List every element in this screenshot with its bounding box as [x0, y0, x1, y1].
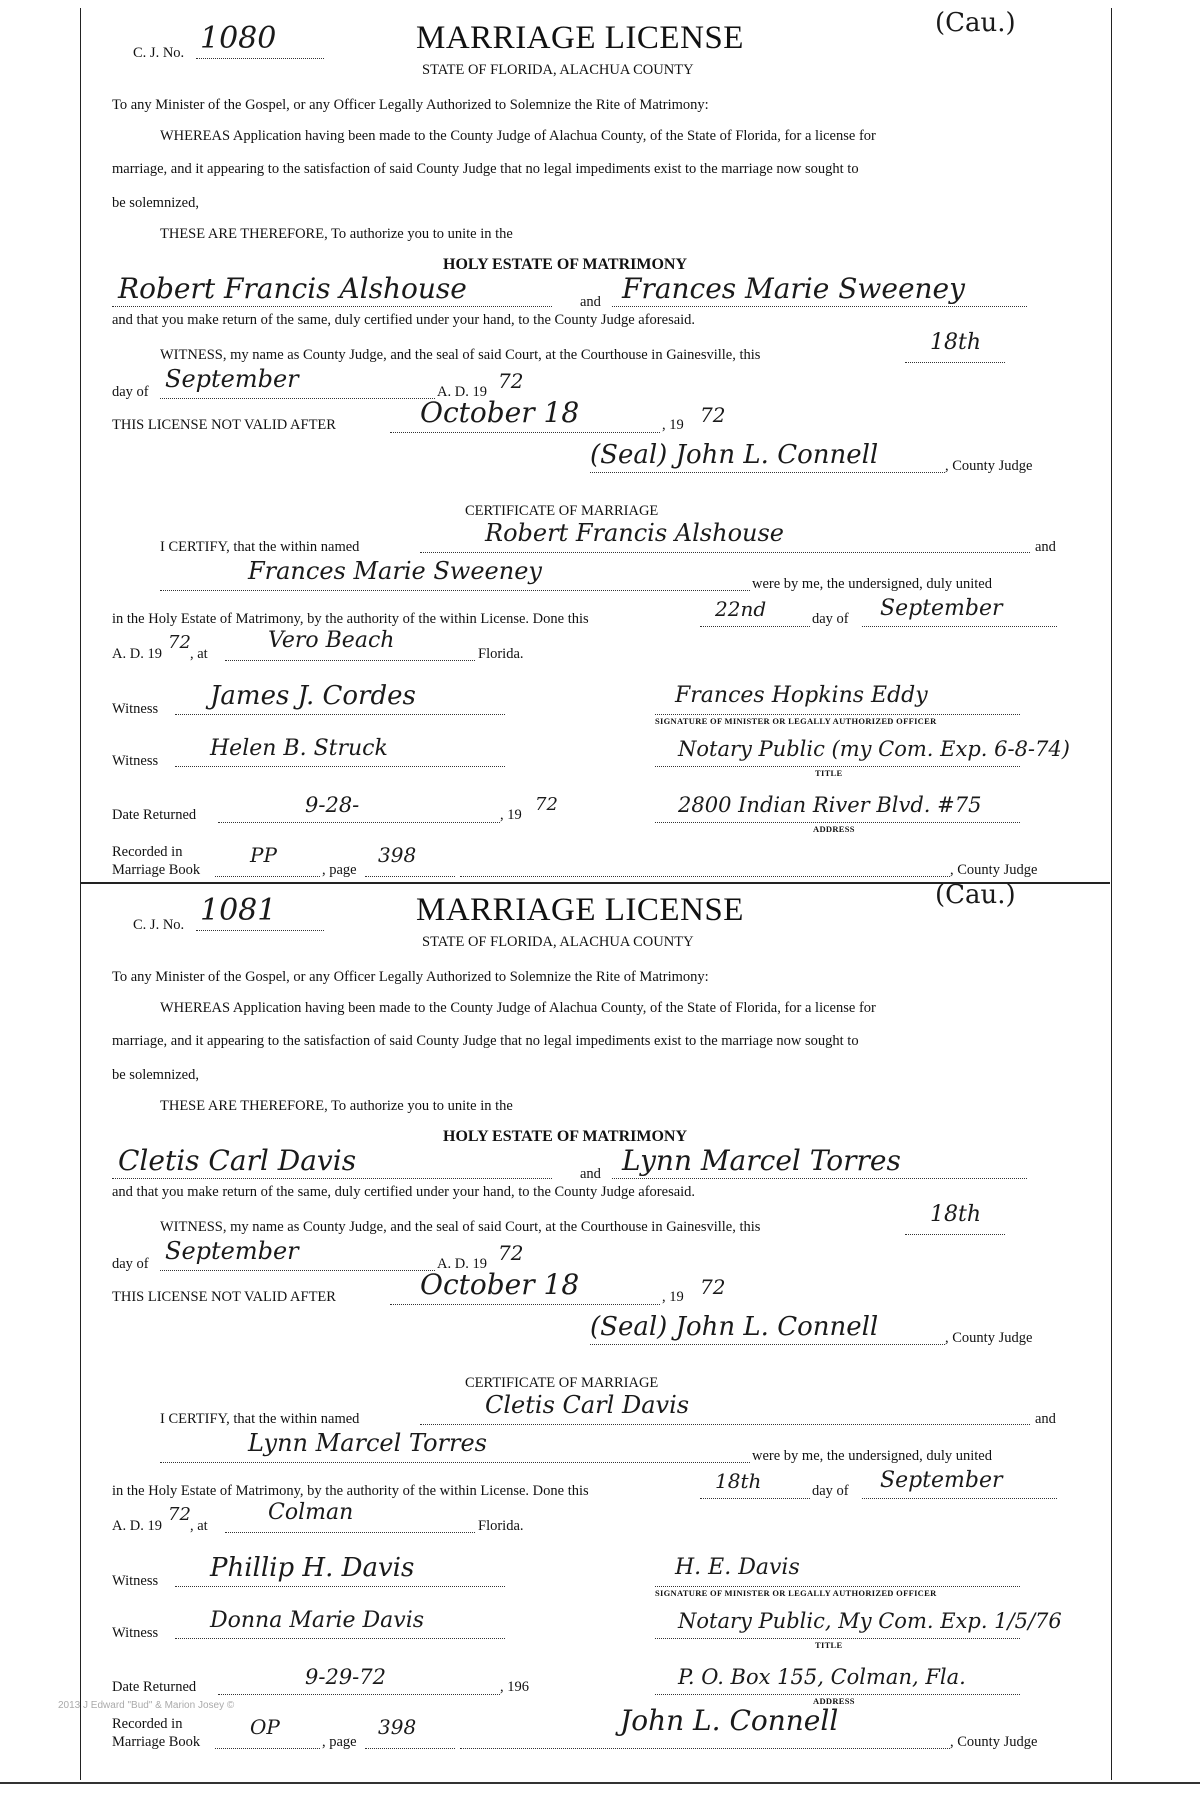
and-label: and: [580, 1166, 601, 1182]
fill-in-line: [175, 1586, 505, 1587]
page-label: , page: [322, 1734, 357, 1750]
fill-in-line: [160, 398, 435, 399]
florida-label: Florida.: [478, 646, 524, 662]
handwritten-note: (Cau.): [935, 8, 1016, 38]
license-title: MARRIAGE LICENSE: [416, 892, 744, 928]
bride-name: Lynn Marcel Torres: [622, 1144, 901, 1177]
at-label: , at: [190, 1518, 208, 1534]
cert-groom-name: Cletis Carl Davis: [485, 1391, 690, 1419]
certificate-title: CERTIFICATE OF MARRIAGE: [465, 1375, 659, 1391]
fill-in-line: [905, 362, 1005, 363]
not-valid-year-label: , 19: [662, 417, 684, 433]
cj-number-value: 1080: [200, 21, 277, 56]
witness-label: Witness: [112, 753, 159, 769]
witness-label: Witness: [112, 1573, 159, 1589]
marriage-book: PP: [250, 843, 277, 867]
copyright-footer: 2013 J Edward "Bud" & Marion Josey ©: [58, 1700, 235, 1711]
page-number: 398: [378, 843, 417, 867]
certificate-title: CERTIFICATE OF MARRIAGE: [465, 503, 659, 519]
fill-in-line: [175, 1638, 505, 1639]
not-valid-year: 72: [700, 403, 726, 427]
officer-address: 2800 Indian River Blvd. #75: [678, 793, 982, 817]
fill-in-line: [862, 626, 1057, 627]
witness-2-signature: Helen B. Struck: [210, 736, 388, 761]
whereas-text-3: be solemnized,: [112, 1067, 199, 1083]
marriage-place: Vero Beach: [268, 628, 395, 653]
fill-in-line: [160, 1270, 435, 1271]
fill-in-line: [390, 1304, 660, 1305]
salutation: To any Minister of the Gospel, or any Officer Legally Authorized to Solemnize the Rite of Matrimony:: [112, 969, 709, 985]
witness-text: WITNESS, my name as County Judge, and the seal of said Court, at the Courthouse in Gainesville, this: [160, 347, 761, 363]
fill-in-line: [460, 1748, 950, 1749]
officer-title: Notary Public, My Com. Exp. 1/5/76: [678, 1609, 1062, 1633]
page-label: , page: [322, 862, 357, 878]
fill-in-line: [390, 432, 660, 433]
holy-estate-text: in the Holy Estate of Matrimony, by the authority of the within License. Done this: [112, 611, 589, 627]
judge-signature: (Seal) John L. Connell: [590, 440, 879, 470]
fill-in-line: [215, 1748, 320, 1749]
date-returned-label: Date Returned: [112, 1679, 197, 1695]
not-valid-year-label: , 19: [662, 1289, 684, 1305]
title-label: TITLE: [815, 1640, 843, 1650]
return-instruction: and that you make return of the same, duly certified under your hand, to the County Judge aforesaid.: [112, 1184, 696, 1200]
ad-year: 72: [168, 1504, 191, 1525]
whereas-text-2: marriage, and it appearing to the satisfaction of said County Judge that no legal impediments exist to the marriage now sought to: [112, 161, 859, 177]
not-valid-label: THIS LICENSE NOT VALID AFTER: [112, 1289, 336, 1305]
returned-year: 72: [535, 794, 558, 815]
fill-in-line: [655, 766, 1020, 767]
return-instruction: and that you make return of the same, duly certified under your hand, to the County Judge aforesaid.: [112, 312, 696, 328]
marriage-book: OP: [250, 1715, 280, 1739]
county-judge-label: , County Judge: [945, 458, 1033, 474]
not-valid-label: THIS LICENSE NOT VALID AFTER: [112, 417, 336, 433]
ad-year: 72: [498, 369, 524, 393]
cert-bride-name: Lynn Marcel Torres: [248, 1429, 487, 1457]
returned-year-label: , 196: [500, 1679, 529, 1695]
recorded-in-label: Recorded in: [112, 844, 183, 860]
day-of-label: day of: [112, 384, 149, 400]
witness-label: Witness: [112, 701, 159, 717]
witness-day: 18th: [930, 1202, 982, 1227]
fill-in-line: [655, 1586, 1020, 1587]
cj-number-value: 1081: [200, 893, 277, 928]
fill-in-line: [175, 766, 505, 767]
fill-in-line: [365, 1748, 455, 1749]
officer-signature: Frances Hopkins Eddy: [675, 683, 928, 708]
state-county: STATE OF FLORIDA, ALACHUA COUNTY: [422, 62, 694, 78]
whereas-text-2: marriage, and it appearing to the satisfaction of said County Judge that no legal impediments exist to the marriage now sought to: [112, 1033, 859, 1049]
fill-in-line: [655, 714, 1020, 715]
fill-in-line: [365, 876, 455, 877]
not-valid-year: 72: [700, 1275, 726, 1299]
final-judge-signature: John L. Connell: [620, 1704, 839, 1737]
ad-label: A. D. 19: [112, 1518, 162, 1534]
fill-in-line: [655, 1638, 1020, 1639]
cj-number-label: C. J. No.: [133, 917, 185, 933]
fill-in-line: [655, 1694, 1020, 1695]
judge-signature: (Seal) John L. Connell: [590, 1312, 879, 1342]
marriage-book-label: Marriage Book: [112, 1734, 201, 1750]
witness-2-signature: Donna Marie Davis: [210, 1608, 425, 1633]
holy-estate-heading: HOLY ESTATE OF MATRIMONY: [443, 256, 688, 273]
fill-in-line: [196, 58, 324, 59]
ad-label: A. D. 19: [437, 1256, 487, 1272]
marriage-place: Colman: [268, 1500, 354, 1525]
fill-in-line: [420, 552, 1030, 553]
certify-text: I CERTIFY, that the within named: [160, 539, 360, 555]
officer-signature-label: SIGNATURE OF MINISTER OR LEGALLY AUTHORIZED OFFICER: [655, 1588, 937, 1598]
fill-in-line: [590, 1344, 945, 1345]
bottom-rule: [0, 1782, 1200, 1784]
fill-in-line: [612, 306, 1027, 307]
fill-in-line: [160, 590, 750, 591]
cert-and-label: and: [1035, 1411, 1056, 1427]
cert-and-label: and: [1035, 539, 1056, 555]
county-judge-label: , County Judge: [950, 862, 1038, 878]
day-of-label: day of: [812, 1483, 849, 1499]
done-month: September: [880, 596, 1003, 621]
marriage-book-label: Marriage Book: [112, 862, 201, 878]
fill-in-line: [700, 626, 810, 627]
witness-1-signature: James J. Cordes: [210, 681, 416, 711]
fill-in-line: [905, 1234, 1005, 1235]
witness-label: Witness: [112, 1625, 159, 1641]
cert-bride-name: Frances Marie Sweeney: [248, 557, 542, 585]
address-label: ADDRESS: [813, 1696, 855, 1706]
title-label: TITLE: [815, 768, 843, 778]
recorded-in-label: Recorded in: [112, 1716, 183, 1732]
salutation: To any Minister of the Gospel, or any Officer Legally Authorized to Solemnize the Rite of Matrimony:: [112, 97, 709, 113]
day-of-label: day of: [112, 1256, 149, 1272]
whereas-text-1: WHEREAS Application having been made to the County Judge of Alachua County, of the State of Florida, for a license for: [160, 1000, 876, 1016]
not-valid-date: October 18: [420, 396, 580, 429]
fill-in-line: [612, 1178, 1027, 1179]
fill-in-line: [215, 876, 320, 877]
fill-in-line: [655, 822, 1020, 823]
fill-in-line: [590, 472, 945, 473]
state-county: STATE OF FLORIDA, ALACHUA COUNTY: [422, 934, 694, 950]
fill-in-line: [700, 1498, 810, 1499]
certify-text: I CERTIFY, that the within named: [160, 1411, 360, 1427]
cj-number-label: C. J. No.: [133, 45, 185, 61]
address-label: ADDRESS: [813, 824, 855, 834]
officer-title: Notary Public (my Com. Exp. 6-8-74): [678, 737, 1070, 761]
and-label: and: [580, 294, 601, 310]
license-month: September: [165, 365, 299, 393]
duly-united-text: were by me, the undersigned, duly united: [752, 576, 992, 592]
fill-in-line: [112, 1178, 552, 1179]
witness-1-signature: Phillip H. Davis: [210, 1553, 415, 1583]
county-judge-label: , County Judge: [945, 1330, 1033, 1346]
fill-in-line: [218, 1694, 500, 1695]
not-valid-date: October 18: [420, 1268, 580, 1301]
fill-in-line: [225, 660, 475, 661]
fill-in-line: [175, 714, 505, 715]
license-month: September: [165, 1237, 299, 1265]
fill-in-line: [420, 1424, 1030, 1425]
license-title: MARRIAGE LICENSE: [416, 20, 744, 56]
cert-groom-name: Robert Francis Alshouse: [485, 519, 784, 547]
at-label: , at: [190, 646, 208, 662]
date-returned-label: Date Returned: [112, 807, 197, 823]
officer-signature: H. E. Davis: [675, 1555, 800, 1580]
officer-signature-label: SIGNATURE OF MINISTER OR LEGALLY AUTHORIZED OFFICER: [655, 716, 937, 726]
ad-year: 72: [498, 1241, 524, 1265]
witness-day: 18th: [930, 330, 982, 355]
fill-in-line: [460, 876, 950, 877]
groom-name: Cletis Carl Davis: [118, 1144, 357, 1177]
date-returned: 9-29-72: [305, 1665, 386, 1689]
florida-label: Florida.: [478, 1518, 524, 1534]
fill-in-line: [218, 822, 500, 823]
fill-in-line: [862, 1498, 1057, 1499]
done-month: September: [880, 1468, 1003, 1493]
groom-name: Robert Francis Alshouse: [118, 272, 467, 305]
ad-label: A. D. 19: [437, 384, 487, 400]
therefore-text: THESE ARE THEREFORE, To authorize you to unite in the: [160, 1098, 513, 1114]
whereas-text-1: WHEREAS Application having been made to the County Judge of Alachua County, of the State of Florida, for a license for: [160, 128, 876, 144]
fill-in-line: [160, 1462, 750, 1463]
therefore-text: THESE ARE THEREFORE, To authorize you to unite in the: [160, 226, 513, 242]
page-number: 398: [378, 1715, 417, 1739]
duly-united-text: were by me, the undersigned, duly united: [752, 1448, 992, 1464]
witness-text: WITNESS, my name as County Judge, and the seal of said Court, at the Courthouse in Gainesville, this: [160, 1219, 761, 1235]
ad-year: 72: [168, 632, 191, 653]
county-judge-label: , County Judge: [950, 1734, 1038, 1750]
done-day: 18th: [715, 1469, 762, 1493]
done-day: 22nd: [715, 597, 767, 621]
officer-address: P. O. Box 155, Colman, Fla.: [678, 1665, 966, 1689]
handwritten-note: (Cau.): [935, 880, 1016, 910]
holy-estate-heading: HOLY ESTATE OF MATRIMONY: [443, 1128, 688, 1145]
returned-year-label: , 19: [500, 807, 522, 823]
bride-name: Frances Marie Sweeney: [622, 272, 965, 305]
fill-in-line: [112, 306, 552, 307]
fill-in-line: [196, 930, 324, 931]
ad-label: A. D. 19: [112, 646, 162, 662]
date-returned: 9-28-: [305, 793, 360, 817]
day-of-label: day of: [812, 611, 849, 627]
fill-in-line: [225, 1532, 475, 1533]
whereas-text-3: be solemnized,: [112, 195, 199, 211]
holy-estate-text: in the Holy Estate of Matrimony, by the authority of the within License. Done this: [112, 1483, 589, 1499]
